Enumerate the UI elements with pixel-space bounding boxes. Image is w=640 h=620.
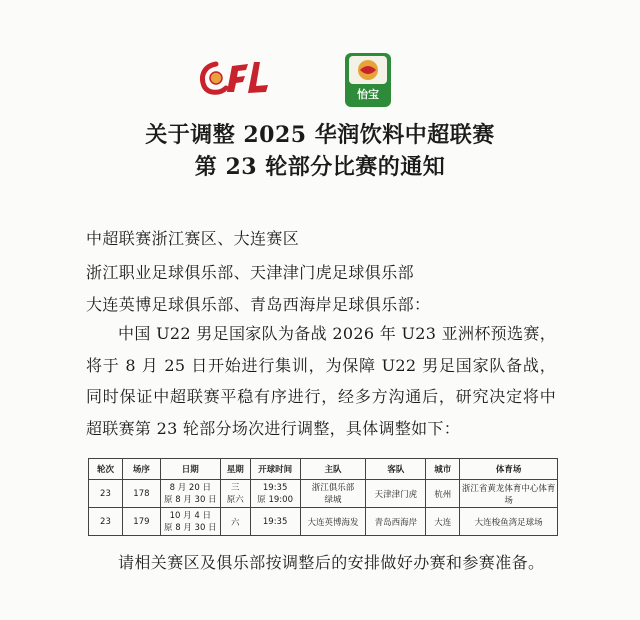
cell-away: 天津津门虎: [366, 480, 426, 508]
header-day: 星期: [220, 459, 250, 480]
notice-title-line1: 关于调整 2025 华润饮料中超联赛: [145, 122, 495, 148]
cell-city: 杭州: [426, 480, 460, 508]
csl-sponsor-badge: [344, 52, 392, 108]
header-stadium: 体育场: [460, 459, 558, 480]
header-away: 客队: [366, 459, 426, 480]
recipient-line-3: 大连英博足球俱乐部、青岛西海岸足球俱乐部：: [86, 295, 431, 314]
recipient-line-1: 中超联赛浙江赛区、大连赛区: [86, 229, 300, 248]
cell-home: 大连英博海发: [300, 508, 366, 536]
table-row: [89, 480, 558, 508]
cell-round: 23: [89, 508, 123, 536]
cell-date-original: 原 8 月 30 日: [164, 522, 217, 533]
cell-seq: 178: [122, 480, 160, 508]
cell-date: [160, 508, 220, 536]
cell-stadium: 大连梭鱼湾足球场: [460, 508, 558, 536]
table-header-row: [89, 459, 558, 480]
cell-away: 青岛西海岸: [366, 508, 426, 536]
cell-seq: 179: [122, 508, 160, 536]
header-round: 轮次: [89, 459, 123, 480]
cell-stadium: 浙江省黄龙体育中心体育场: [460, 480, 558, 508]
table-row: [89, 508, 558, 536]
cell-day-original: 原六: [226, 494, 244, 505]
header-home: 主队: [300, 459, 366, 480]
cell-time: [250, 480, 300, 508]
cell-day: 六: [220, 508, 250, 536]
cell-home-line2: 绿城: [324, 494, 342, 505]
cell-city: 大连: [426, 508, 460, 536]
schedule-table: [88, 458, 558, 536]
header-city: 城市: [426, 459, 460, 480]
header-time: 开球时间: [250, 459, 300, 480]
cell-date-new: 8 月 20 日: [169, 482, 211, 493]
notice-body: 中国 U22 男足国家队为备战 2026 年 U23 亚洲杯预选赛，将于 8 月 25 日开始进行集训，为保障 U22 男足国家队备战，同时保证中超联赛平稳有序进行，经多方沟通后，研究决定将中超联赛第 23 轮部分场次进行调整，具体调整如下：: [86, 324, 556, 438]
cell-time-original: 原 19:00: [257, 494, 293, 505]
logo-bar: [0, 52, 640, 112]
cell-time-new: 19:35: [262, 482, 288, 493]
notice-title-line2: 第 23 轮部分比赛的通知: [194, 154, 446, 180]
cell-round: 23: [89, 480, 123, 508]
cell-day-new: 三: [230, 482, 240, 493]
header-seq: 场序: [122, 459, 160, 480]
cfl-logo: [196, 58, 278, 98]
cell-home-line1: 浙江俱乐部: [311, 482, 355, 493]
header-date: 日期: [160, 459, 220, 480]
cell-date-original: 原 8 月 30 日: [164, 494, 217, 505]
cell-home: [300, 480, 366, 508]
notice-closing: 请相关赛区及俱乐部按调整后的安排做好办赛和参赛准备。: [118, 553, 545, 572]
recipient-line-2: 浙江职业足球俱乐部、天津津门虎足球俱乐部: [86, 263, 415, 282]
cell-day: [220, 480, 250, 508]
csl-badge-label: 怡宝: [357, 88, 379, 101]
cell-date: [160, 480, 220, 508]
cell-time: 19:35: [250, 508, 300, 536]
cell-date-new: 10 月 4 日: [169, 510, 211, 521]
